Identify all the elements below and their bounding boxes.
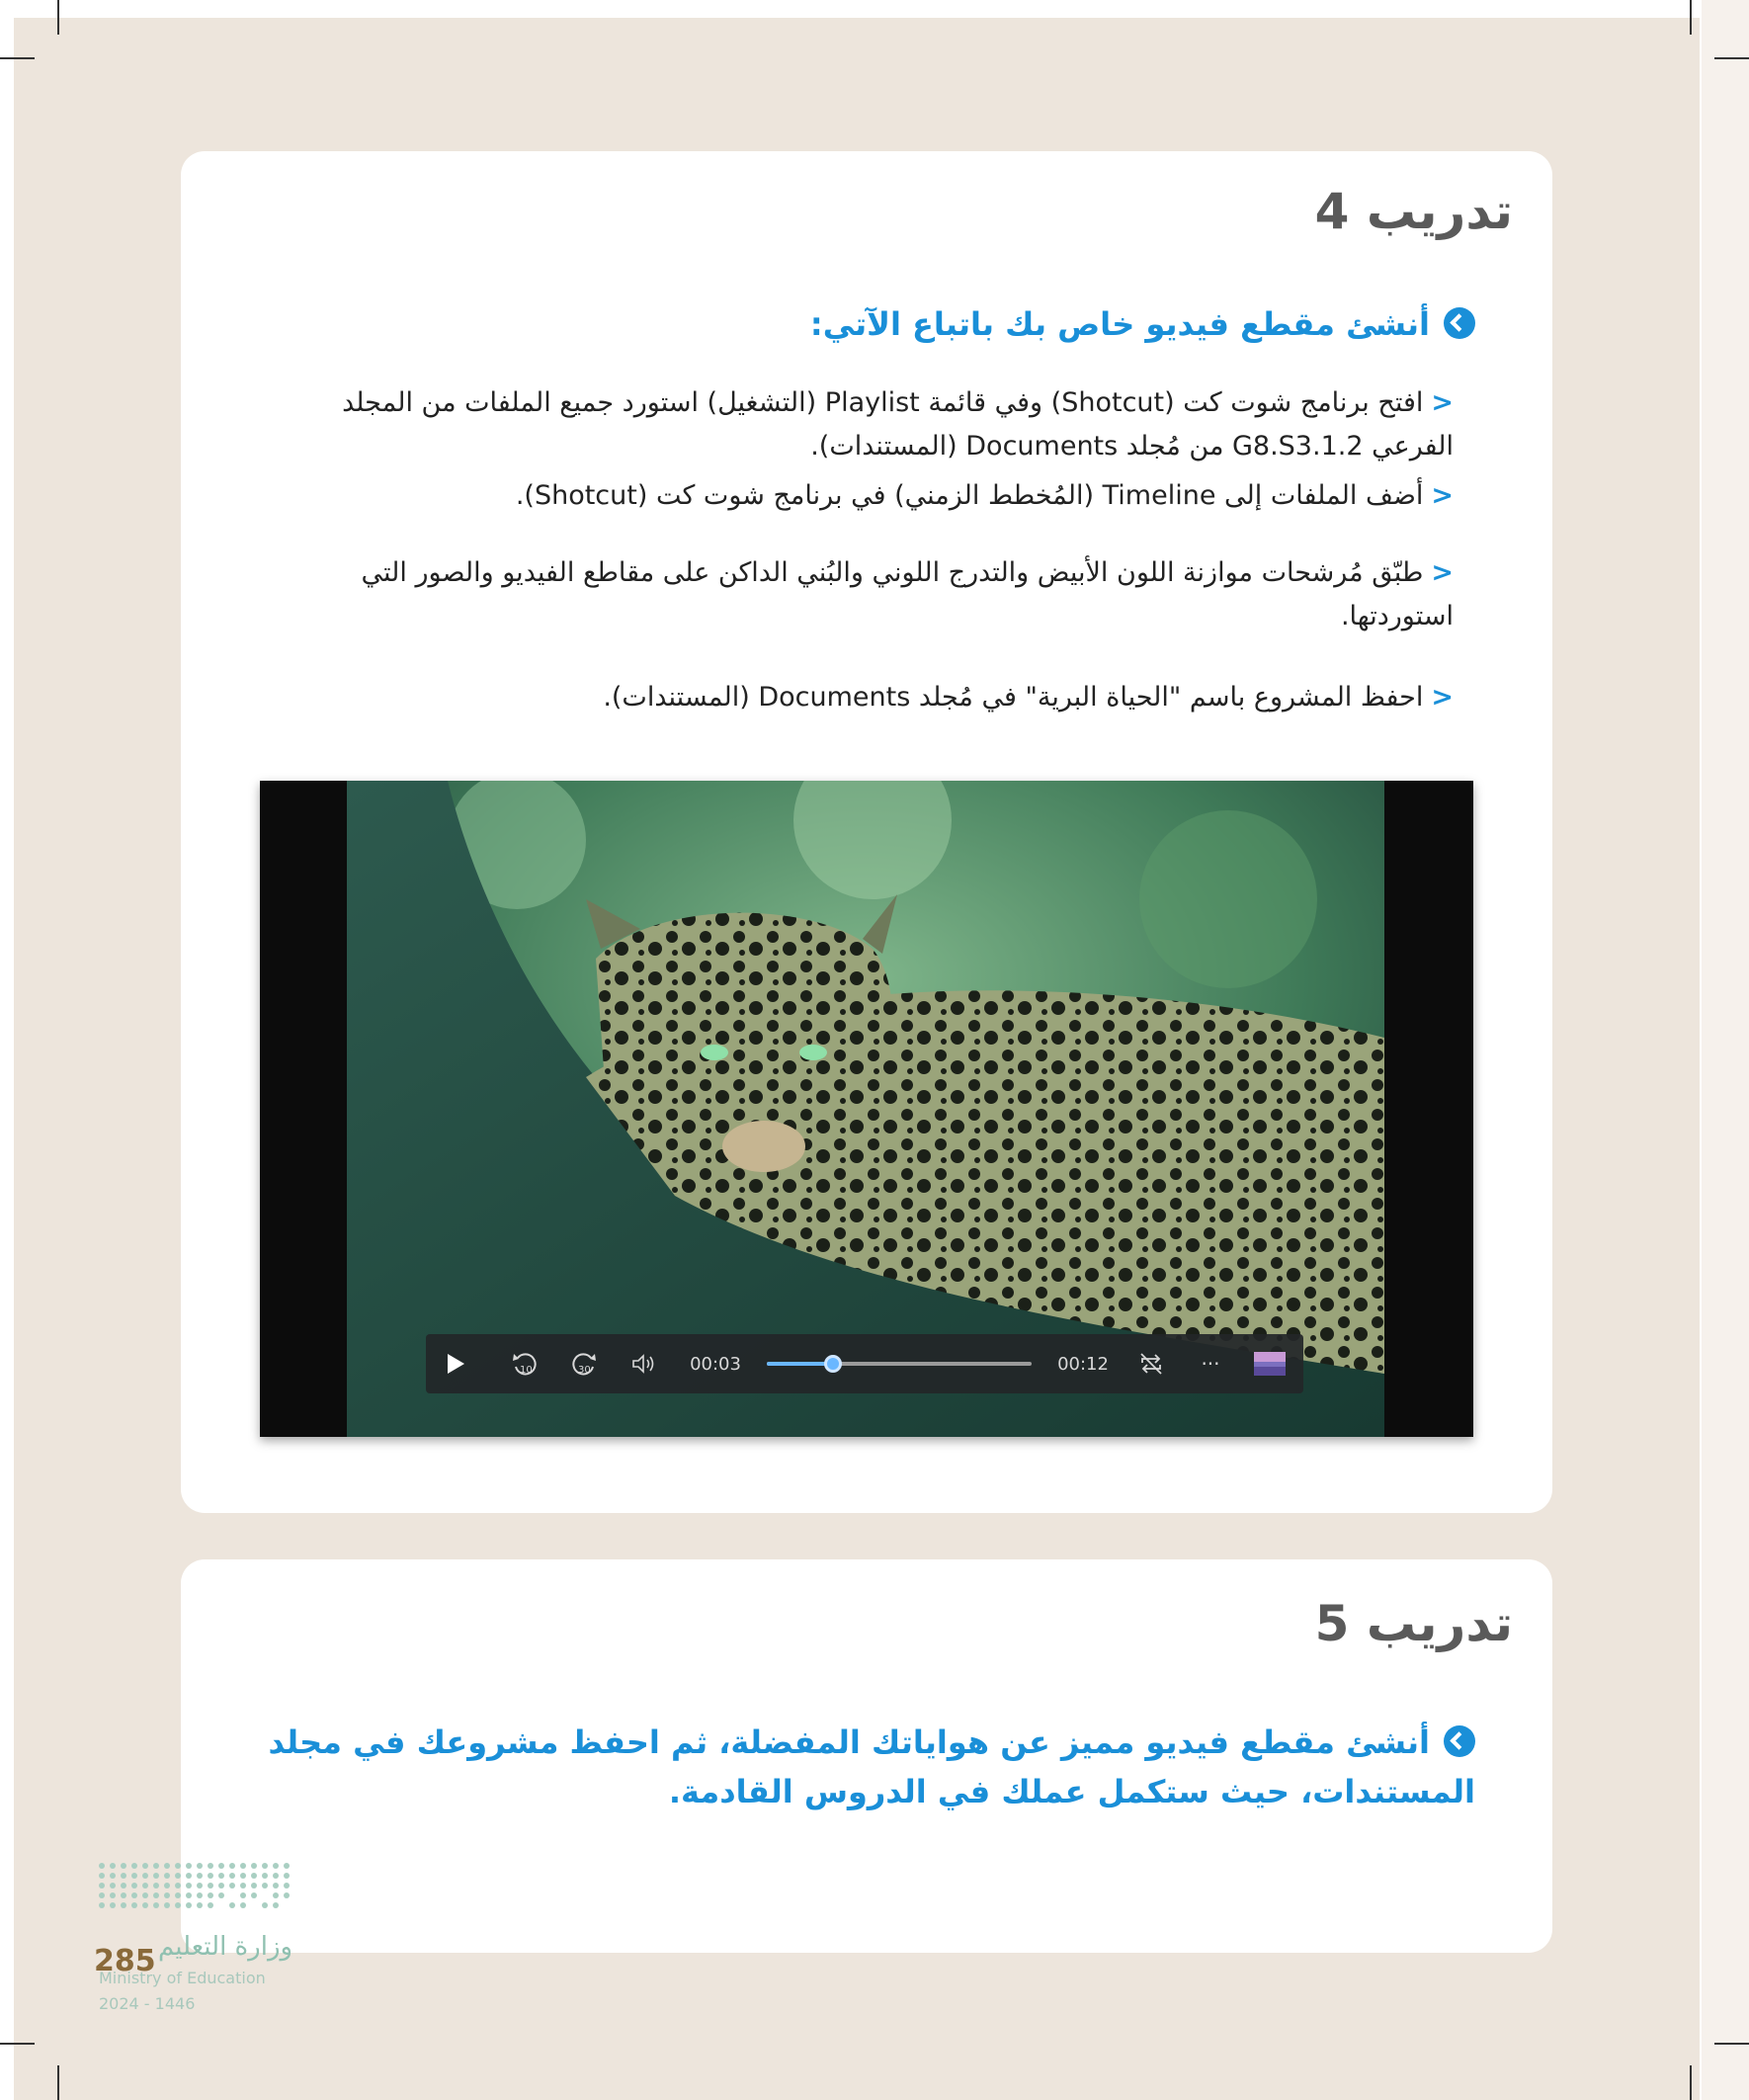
logo-dot [175, 1883, 181, 1889]
step-text: أضف الملفات إلى Timeline (المُخطط الزمني) في برنامج شوت كت (Shotcut). [515, 480, 1424, 511]
logo-dot [218, 1863, 224, 1869]
page-left-strip [0, 0, 14, 2100]
logo-dot [218, 1892, 224, 1898]
logo-dot [262, 1863, 268, 1869]
step-text: طبّق مُرشحات موازنة اللون الأبيض والتدرج اللوني والبُني الداكن على مقاطع الفيديو والصور التي استوردتها. [361, 557, 1454, 631]
play-icon [445, 1352, 466, 1376]
logo-dot [131, 1902, 137, 1908]
logo-dot [131, 1863, 137, 1869]
page-number: 285 [94, 1944, 156, 1978]
logo-dot [175, 1902, 181, 1908]
exercise-5-card [181, 1559, 1552, 1953]
crop-mark [1714, 2043, 1749, 2045]
rewind-10-icon [510, 1349, 540, 1379]
logo-dot [251, 1863, 257, 1869]
logo-dot [164, 1892, 170, 1898]
logo-dot [153, 1892, 159, 1898]
logo-dot [153, 1902, 159, 1908]
exercise-4-heading-text: أنشئ مقطع فيديو خاص بك باتباع الآتي: [809, 305, 1430, 343]
logo-dot [240, 1892, 246, 1898]
step-item [268, 381, 1454, 468]
logo-dot [229, 1873, 235, 1879]
total-time: 00:12 [1057, 1353, 1109, 1375]
logo-dot [251, 1892, 257, 1898]
logo-dot [186, 1902, 192, 1908]
logo-dot [262, 1883, 268, 1889]
logo-dot [121, 1892, 126, 1898]
logo-dot [273, 1873, 279, 1879]
logo-dot [175, 1863, 181, 1869]
logo-dot [121, 1902, 126, 1908]
logo-dot [262, 1902, 268, 1908]
logo-dot [284, 1883, 290, 1889]
chevron-left-icon: < [1431, 682, 1454, 713]
logo-dot [121, 1863, 126, 1869]
logo-dot [273, 1902, 279, 1908]
chevron-circle-icon [1444, 307, 1475, 339]
more-button[interactable] [1189, 1334, 1232, 1393]
logo-dot [229, 1863, 235, 1869]
crop-mark [0, 57, 35, 59]
exercise-4-card [181, 151, 1552, 1513]
logo-dot [142, 1892, 148, 1898]
crop-mark [1690, 2065, 1692, 2100]
logo-dot [175, 1892, 181, 1898]
video-controls-bar [426, 1334, 1303, 1393]
logo-dot [218, 1883, 224, 1889]
logo-dot [273, 1883, 279, 1889]
logo-dot [186, 1892, 192, 1898]
logo-dot [110, 1883, 116, 1889]
logo-dot [110, 1902, 116, 1908]
logo-dot [197, 1902, 203, 1908]
logo-dot [186, 1863, 192, 1869]
forward-30-button[interactable] [562, 1334, 606, 1393]
thumbnail-button[interactable] [1248, 1334, 1291, 1393]
logo-dot [208, 1883, 213, 1889]
logo-dot [197, 1892, 203, 1898]
play-button[interactable] [436, 1334, 475, 1393]
chevron-left-icon: < [1431, 387, 1454, 418]
more-icon: ··· [1201, 1352, 1220, 1376]
logo-dot [208, 1892, 213, 1898]
exercise-4-steps [268, 381, 1454, 719]
logo-dot [164, 1873, 170, 1879]
logo-dot [142, 1883, 148, 1889]
logo-dot [229, 1902, 235, 1908]
logo-dot [131, 1873, 137, 1879]
logo-dot [110, 1892, 116, 1898]
logo-dot [186, 1873, 192, 1879]
chevron-circle-icon [1444, 1725, 1475, 1757]
ministry-name-arabic: وزارة التعليم [158, 1932, 293, 1962]
seek-bar-fill [767, 1362, 833, 1366]
video-player[interactable] [260, 781, 1473, 1437]
exercise-5-title: تدريب 5 [1314, 1595, 1513, 1652]
step-text: افتح برنامج شوت كت (Shotcut) وفي قائمة Playlist (التشغيل) استورد جميع الملفات من المجلد الفرعي G8.S3.1.2 من مُجلد Documents (المستندات). [342, 387, 1454, 462]
chevron-left-icon: < [1431, 480, 1454, 511]
logo-dot [197, 1863, 203, 1869]
logo-dot [240, 1873, 246, 1879]
logo-dot [208, 1863, 213, 1869]
logo-dot [142, 1873, 148, 1879]
crop-mark [1690, 0, 1692, 35]
academic-year: 2024 - 1446 [99, 1994, 196, 2013]
logo-dot [186, 1883, 192, 1889]
logo-dot [273, 1863, 279, 1869]
logo-dot [229, 1883, 235, 1889]
exercise-5-heading-text: أنشئ مقطع فيديو مميز عن هواياتك المفضلة، ثم احفظ مشروعك في مجلد المستندات، حيث ستكمل عملك في الدروس القادمة. [268, 1723, 1475, 1810]
page-right-strip [1700, 0, 1749, 2100]
logo-dot [284, 1892, 290, 1898]
step-item [268, 474, 1454, 518]
chevron-left-icon: < [1431, 557, 1454, 588]
logo-dot [197, 1883, 203, 1889]
logo-dot [240, 1863, 246, 1869]
exercise-4-title: تدريب 4 [1314, 183, 1513, 240]
logo-dot [164, 1863, 170, 1869]
logo-dot [153, 1883, 159, 1889]
logo-dot [251, 1883, 257, 1889]
repeat-icon [1137, 1351, 1165, 1377]
forward-30-icon [569, 1349, 599, 1379]
logo-dot [208, 1902, 213, 1908]
page-top-strip [0, 0, 1700, 18]
logo-dot [121, 1873, 126, 1879]
logo-dot [121, 1883, 126, 1889]
seek-thumb[interactable] [824, 1355, 842, 1373]
logo-dot [273, 1892, 279, 1898]
logo-dot [131, 1892, 137, 1898]
logo-dot [284, 1873, 290, 1879]
logo-dot [240, 1902, 246, 1908]
logo-dot [153, 1863, 159, 1869]
step-text: احفظ المشروع باسم "الحياة البرية" في مُجلد Documents (المستندات). [603, 682, 1424, 713]
logo-dot [110, 1863, 116, 1869]
logo-dot [251, 1873, 257, 1879]
step-item [268, 676, 1454, 719]
logo-dot [131, 1883, 137, 1889]
logo-dot [240, 1883, 246, 1889]
logo-dot [142, 1863, 148, 1869]
rewind-10-label: 10 [520, 1365, 533, 1376]
logo-dot [208, 1873, 213, 1879]
crop-mark [57, 0, 59, 35]
logo-dot [262, 1873, 268, 1879]
volume-button[interactable] [622, 1334, 665, 1393]
logo-dot [99, 1873, 105, 1879]
ministry-name-english: Ministry of Education [99, 1969, 266, 1987]
step-item [268, 551, 1454, 638]
ministry-logo-icon [94, 1858, 306, 1937]
exercise-5-heading [240, 1718, 1475, 1816]
logo-dot [99, 1883, 105, 1889]
logo-dot [99, 1902, 105, 1908]
crop-mark [0, 2043, 35, 2045]
logo-dot [142, 1902, 148, 1908]
repeat-button[interactable] [1129, 1334, 1173, 1393]
logo-dot [99, 1892, 105, 1898]
logo-dot [99, 1863, 105, 1869]
seek-bar[interactable] [767, 1362, 1032, 1366]
thumbnail-icon [1253, 1349, 1287, 1379]
crop-mark [57, 2065, 59, 2100]
volume-icon [630, 1353, 656, 1375]
logo-dot [218, 1873, 224, 1879]
logo-dot [164, 1902, 170, 1908]
rewind-10-button[interactable] [503, 1334, 546, 1393]
forward-30-label: 30 [578, 1365, 591, 1376]
logo-dot [153, 1873, 159, 1879]
logo-dot [175, 1873, 181, 1879]
logo-dot [110, 1873, 116, 1879]
crop-mark [1714, 57, 1749, 59]
logo-dot [284, 1863, 290, 1869]
logo-dot [164, 1883, 170, 1889]
logo-dot [197, 1873, 203, 1879]
current-time: 00:03 [690, 1353, 741, 1375]
exercise-4-heading [270, 299, 1475, 349]
